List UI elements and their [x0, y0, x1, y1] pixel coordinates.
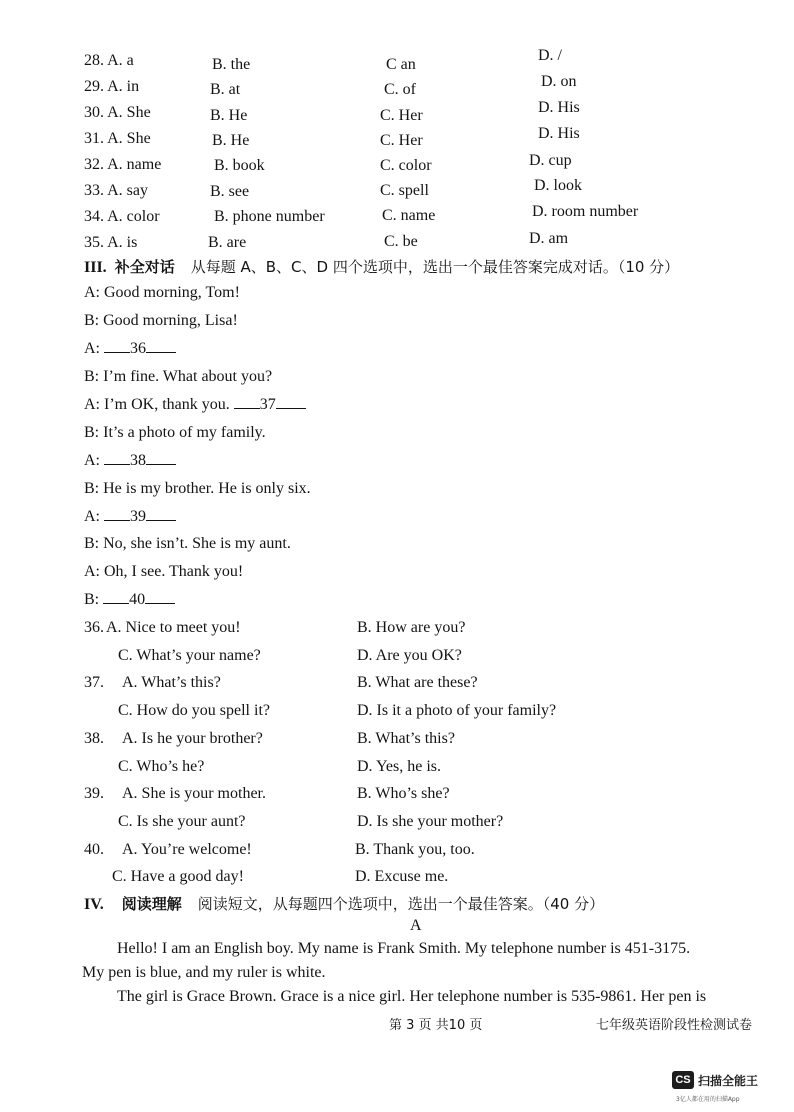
section-3-title: 补全对话 [114, 258, 175, 276]
blank-number: 36 [130, 340, 146, 357]
q37-option-b: B. What are these? [357, 674, 478, 691]
q38-option-c: C. Who’s he? [118, 758, 205, 775]
blank-number: 39 [130, 508, 146, 525]
q28-option-a: 28. A. a [84, 52, 134, 69]
q34-option-a: 34. A. color [84, 208, 160, 225]
section-4-title: 阅读理解 [121, 895, 182, 913]
exam-title: 七年级英语阶段性检测试卷 [596, 1018, 753, 1033]
q33-option-b: B. see [210, 183, 250, 200]
section-4-heading [84, 893, 604, 914]
camscanner-name: 扫描全能王 [698, 1074, 759, 1088]
dialogue-line: B: He is my brother. He is only six. [84, 480, 311, 497]
speaker: A: I’m OK, thank you. [84, 396, 234, 413]
dialogue-line [84, 508, 176, 526]
q36-option-a: A. Nice to meet you! [106, 619, 241, 636]
q39-option-c: C. Is she your aunt? [118, 813, 246, 830]
q32-option-b: B. book [214, 157, 265, 174]
q28-option-c: C an [386, 56, 416, 73]
passage-line: The girl is Grace Brown. Grace is a nice girl. Her telephone number is 535-9861. Her pen is [117, 988, 707, 1005]
q36-number: 36. [84, 619, 104, 636]
q29-option-b: B. at [210, 81, 241, 98]
camscanner-logo-icon: CS [672, 1071, 694, 1089]
q35-option-a: 35. A. is [84, 234, 138, 251]
q32-option-a: 32. A. name [84, 156, 162, 173]
q34-option-c: C. name [382, 207, 436, 224]
q38-option-b: B. What’s this? [357, 730, 455, 747]
speaker: A: [84, 340, 104, 357]
q29-option-a: 29. A. in [84, 78, 140, 95]
q36-option-d: D. Are you OK? [357, 647, 462, 664]
q39-option-d: D. Is she your mother? [357, 813, 504, 830]
section-3-number: III. [84, 259, 107, 276]
q29-option-c: C. of [384, 81, 416, 98]
q37-number: 37. [84, 674, 104, 691]
q30-option-b: B. He [210, 107, 248, 124]
q32-option-d: D. cup [529, 152, 572, 169]
q38-number: 38. [84, 730, 104, 747]
passage-line: My pen is blue, and my ruler is white. [82, 964, 326, 981]
q36-option-c: C. What’s your name? [118, 647, 261, 664]
blank-number: 37 [259, 396, 276, 413]
section-4-number: IV. [84, 896, 104, 913]
q40-option-d: D. Excuse me. [355, 868, 449, 885]
passage-line: Hello! I am an English boy. My name is Frank Smith. My telephone number is 451-3175. [117, 940, 691, 957]
speaker: A: [84, 452, 104, 469]
dialogue-line: A: Oh, I see. Thank you! [84, 563, 244, 580]
q28-option-b: B. the [212, 56, 251, 73]
q37-option-a: A. What’s this? [122, 674, 221, 691]
q39-number: 39. [84, 785, 104, 802]
q39-option-a: A. She is your mother. [122, 785, 266, 802]
dialogue-line: B: Good morning, Lisa! [84, 312, 238, 329]
q31-option-b: B. He [212, 132, 250, 149]
dialogue-line: B: I’m fine. What about you? [84, 368, 273, 385]
q34-option-d: D. room number [532, 203, 639, 220]
section-4-instruction: 阅读短文，从每题四个选项中，选出一个最佳答案。（40 分） [197, 895, 605, 913]
q37-option-d: D. Is it a photo of your family? [357, 702, 557, 719]
q40-option-b: B. Thank you, too. [355, 841, 475, 858]
blank-number: 40 [129, 591, 146, 608]
q31-option-d: D. His [538, 125, 580, 142]
q40-option-c: C. Have a good day! [112, 868, 244, 885]
dialogue-line [84, 452, 176, 470]
q35-option-b: B. are [208, 234, 247, 251]
q38-option-a: A. Is he your brother? [122, 730, 263, 747]
section-3-heading [84, 256, 679, 277]
q32-option-c: C. color [380, 157, 432, 174]
blank-number: 38 [130, 452, 146, 469]
dialogue-line [84, 396, 306, 414]
q33-option-a: 33. A. say [84, 182, 148, 199]
q35-option-c: C. be [384, 233, 418, 250]
q36-option-b: B. How are you? [357, 619, 466, 636]
passage-label: A [410, 917, 422, 934]
q40-option-a: A. You’re welcome! [122, 841, 252, 858]
dialogue-line [84, 591, 175, 609]
q33-option-c: C. spell [380, 182, 429, 199]
q30-option-c: C. Her [380, 107, 423, 124]
dialogue-line: A: Good morning, Tom! [84, 284, 240, 301]
q38-option-d: D. Yes, he is. [357, 758, 442, 775]
dialogue-line [84, 340, 176, 358]
camscanner-tagline: 3亿人都在用的扫描App [676, 1096, 740, 1103]
q34-option-b: B. phone number [214, 208, 325, 225]
q40-number: 40. [84, 841, 104, 858]
q29-option-d: D. on [541, 73, 577, 90]
q31-option-c: C. Her [380, 132, 423, 149]
q30-option-a: 30. A. She [84, 104, 151, 121]
speaker: B: [84, 591, 104, 608]
dialogue-line: B: No, she isn’t. She is my aunt. [84, 535, 291, 552]
speaker: A: [84, 508, 104, 525]
q30-option-d: D. His [538, 99, 580, 116]
q39-option-b: B. Who’s she? [357, 785, 450, 802]
section-3-instruction: 从每题 A、B、C、D 四个选项中，选出一个最佳答案完成对话。（10 分） [190, 258, 680, 276]
q28-option-d: D. / [538, 47, 562, 64]
q33-option-d: D. look [534, 177, 582, 194]
q35-option-d: D. am [529, 230, 569, 247]
q31-option-a: 31. A. She [84, 130, 151, 147]
page-number: 第 3 页 共10 页 [389, 1018, 483, 1033]
q37-option-c: C. How do you spell it? [118, 702, 270, 719]
dialogue-line: B: It’s a photo of my family. [84, 424, 266, 441]
